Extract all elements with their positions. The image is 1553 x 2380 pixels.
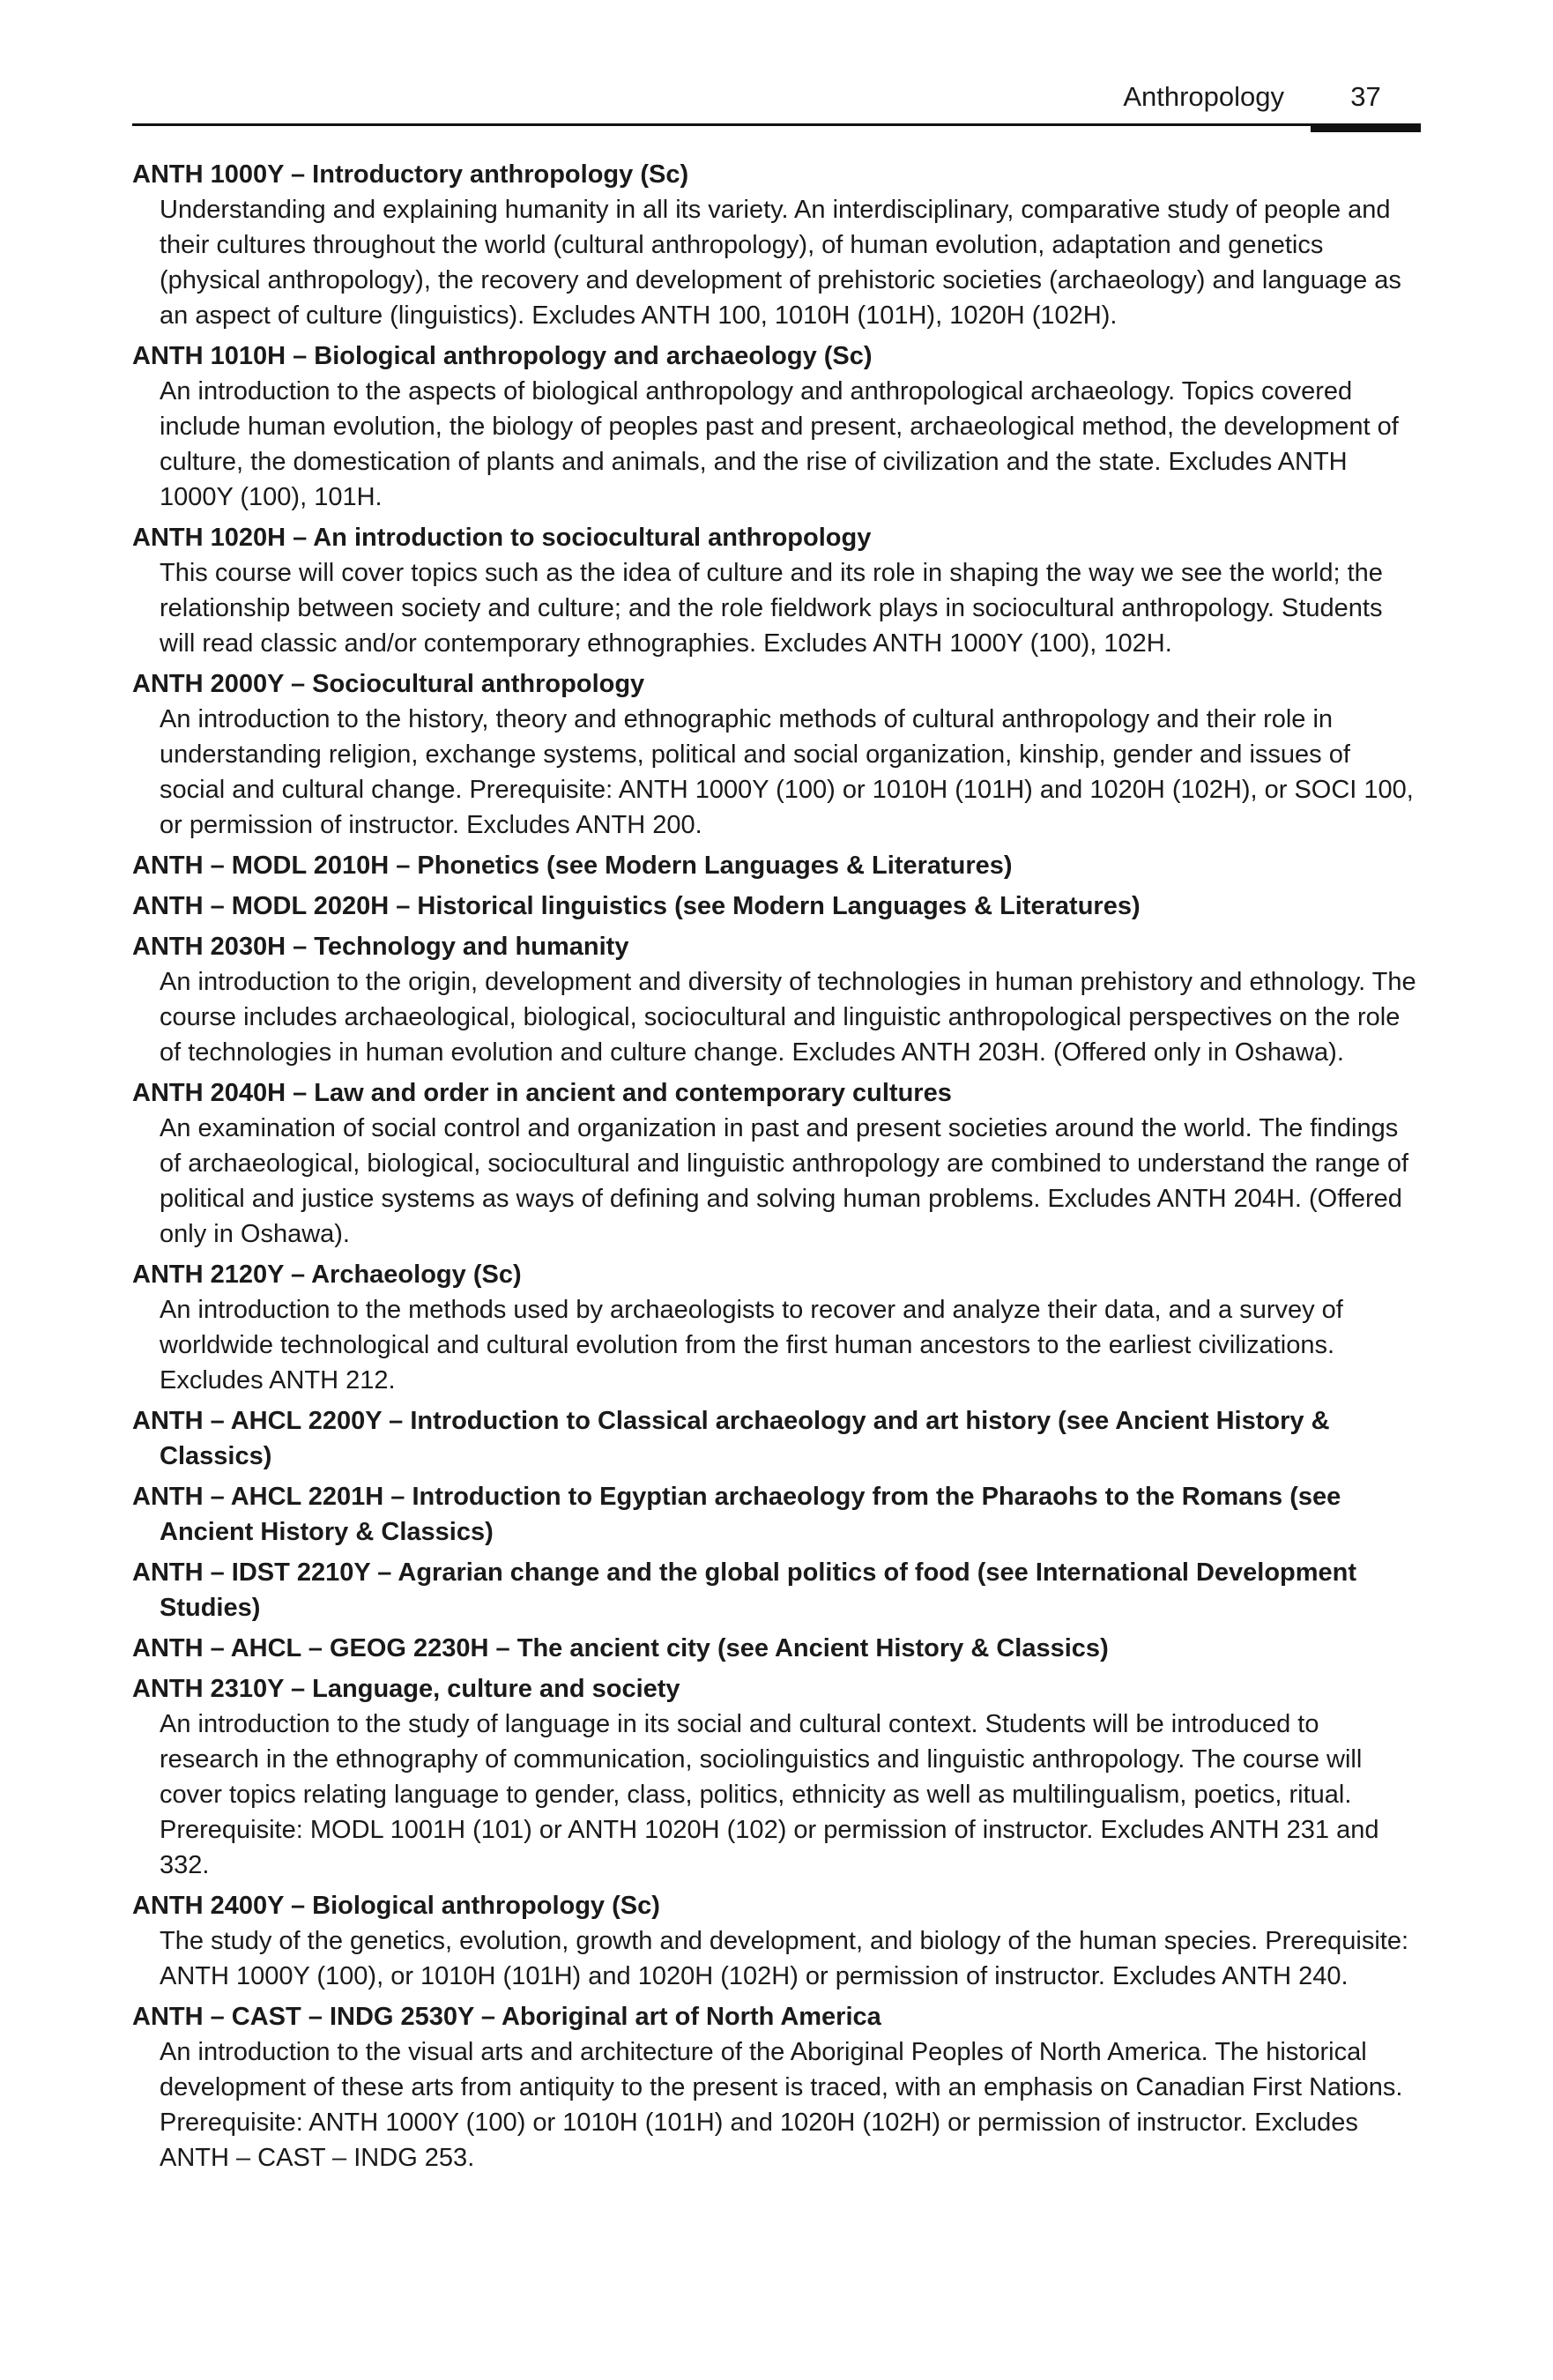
course-entry — [132, 338, 1421, 515]
course-entry — [132, 1888, 1421, 1994]
header-bar — [1311, 123, 1421, 132]
course-title: ANTH – AHCL – GEOG 2230H – The ancient city (see Ancient History & Classics) — [132, 1634, 1109, 1662]
course-entry — [132, 1479, 1421, 1550]
course-title: ANTH – CAST – INDG 2530Y – Aboriginal art of North America — [132, 2003, 881, 2031]
course-title: ANTH 2310Y – Language, culture and society — [132, 1675, 680, 1703]
course-description: The study of the genetics, evolution, growth and development, and biology of the human species. Prerequisite: ANTH 1000Y (100), or 1010H (101H) and 1020H (102H) or permission of instructor. Excludes ANTH 240. — [160, 1927, 1409, 1990]
course-entry — [132, 848, 1421, 883]
course-title: ANTH 1010H – Biological anthropology and archaeology (Sc) — [132, 342, 873, 370]
course-description: An introduction to the methods used by archaeologists to recover and analyze their data, and a survey of worldwide technological and cultural evolution from the first human ancestors to the earliest civilizations. Excludes ANTH 212. — [160, 1296, 1343, 1395]
course-title: ANTH – AHCL 2201H – Introduction to Egyptian archaeology from the Pharaohs to the Romans (see Ancient History & Classics) — [132, 1483, 1341, 1546]
course-description: This course will cover topics such as the idea of culture and its role in shaping the way we see the world; the relationship between society and culture; and the role fieldwork plays in sociocultural anthropology. Students will read classic and/or contemporary ethnographies. Excludes ANTH 1000Y (100), 102H. — [160, 559, 1383, 658]
course-title: ANTH 2000Y – Sociocultural anthropology — [132, 670, 645, 698]
course-entry — [132, 929, 1421, 1070]
course-entry — [132, 1671, 1421, 1883]
course-title: ANTH 2030H – Technology and humanity — [132, 933, 629, 961]
course-list — [132, 157, 1421, 2181]
course-description: An introduction to the history, theory and ethnographic methods of cultural anthropology and their role in understanding religion, exchange systems, political and social organization, kinship, gender and issues of social and cultural change. Prerequisite: ANTH 1000Y (100) or 1010H (101H) and 1020H (102H), or SOCI 100, or permission of instructor. Excludes ANTH 200. — [160, 705, 1414, 839]
course-entry — [132, 520, 1421, 661]
course-description: An examination of social control and organization in past and present societies around the world. The findings of archaeological, biological, sociocultural and linguistic anthropology are combined to understand the range of political and justice systems as ways of defining and solving human problems. Excludes ANTH 204H. (Offered only in Oshawa). — [160, 1114, 1409, 1248]
course-title: ANTH 1000Y – Introductory anthropology (Sc) — [132, 160, 689, 189]
course-title: ANTH 1020H – An introduction to sociocultural anthropology — [132, 524, 872, 552]
course-description: An introduction to the study of language in its social and cultural context. Students will be introduced to research in the ethnography of communication, sociolinguistics and linguistic anthropology. The course will cover topics relating language to gender, class, politics, ethnicity as well as multilingualism, poetics, ritual. Prerequisite: MODL 1001H (101) or ANTH 1020H (102) or permission of instructor. Excludes ANTH 231 and 332. — [160, 1710, 1379, 1879]
course-title: ANTH 2400Y – Biological anthropology (Sc) — [132, 1892, 660, 1920]
page-header — [132, 79, 1421, 132]
course-entry — [132, 1075, 1421, 1252]
course-entry — [132, 157, 1421, 333]
course-title: ANTH – AHCL 2200Y – Introduction to Classical archaeology and art history (see Ancient History & Classics) — [132, 1407, 1330, 1470]
course-description: An introduction to the origin, development and diversity of technologies in human prehistory and ethnology. The course includes archaeological, biological, sociocultural and linguistic anthropological perspectives on the role of technologies in human evolution and culture change. Excludes ANTH 203H. (Offered only in Oshawa). — [160, 968, 1416, 1067]
course-title: ANTH 2040H – Law and order in ancient and contemporary cultures — [132, 1079, 952, 1107]
course-entry — [132, 666, 1421, 843]
course-description: An introduction to the aspects of biological anthropology and anthropological archaeology. Topics covered include human evolution, the biology of peoples past and present, archaeological method, the development of culture, the domestication of plants and animals, and the rise of civilization and the state. Excludes ANTH 1000Y (100), 101H. — [160, 377, 1399, 511]
header-rule — [132, 123, 1421, 126]
course-description: An introduction to the visual arts and architecture of the Aboriginal Peoples of North America. The historical development of these arts from antiquity to the present is traced, with an emphasis on Canadian First Nations. Prerequisite: ANTH 1000Y (100) or 1010H (101H) and 1020H (102H) or permission of instructor. Excludes ANTH – CAST – INDG 253. — [160, 2038, 1403, 2172]
course-entry — [132, 1403, 1421, 1474]
course-entry — [132, 889, 1421, 924]
course-entry — [132, 1257, 1421, 1398]
section-title: Anthropology — [1123, 81, 1284, 112]
course-description: Understanding and explaining humanity in all its variety. An interdisciplinary, comparative study of people and their cultures throughout the world (cultural anthropology), of human evolution, adaptation and genetics (physical anthropology), the recovery and development of prehistoric societies (archaeology) and language as an aspect of culture (linguistics). Excludes ANTH 100, 1010H (101H), 1020H (102H). — [160, 196, 1401, 330]
course-entry — [132, 1631, 1421, 1666]
course-title: ANTH 2120Y – Archaeology (Sc) — [132, 1261, 522, 1289]
course-title: ANTH – MODL 2020H – Historical linguistics (see Modern Languages & Literatures) — [132, 892, 1141, 920]
course-title: ANTH – IDST 2210Y – Agrarian change and the global politics of food (see International Development Studies) — [132, 1558, 1357, 1622]
course-title: ANTH – MODL 2010H – Phonetics (see Modern Languages & Literatures) — [132, 852, 1013, 880]
page-number: 37 — [1350, 81, 1381, 112]
course-entry — [132, 1555, 1421, 1625]
course-entry — [132, 1999, 1421, 2175]
